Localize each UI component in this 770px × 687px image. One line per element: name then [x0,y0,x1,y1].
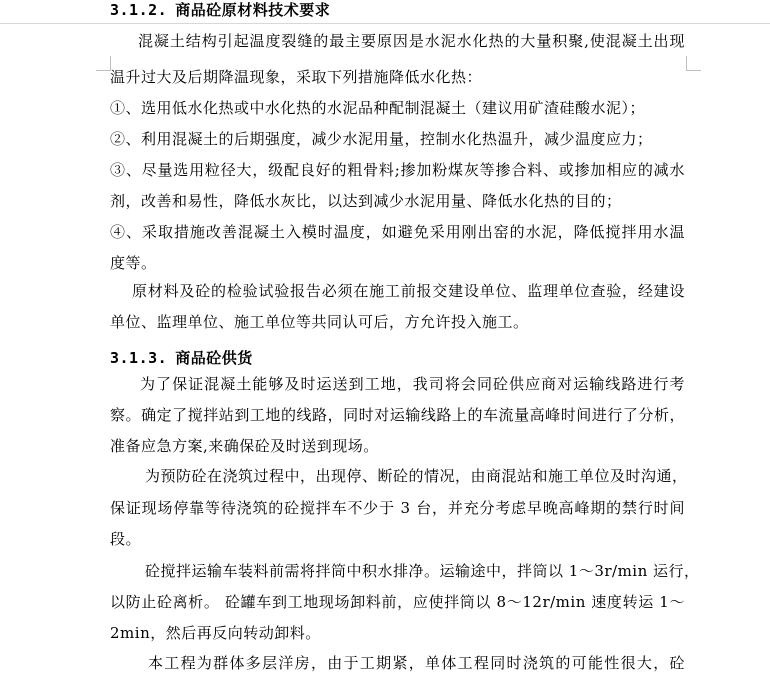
paragraph-line: 2min，然后再反向转动卸料。 [110,624,321,642]
paragraph-line: 混凝土结构引起温度裂缝的最主要原因是水泥水化热的大量积聚,使混凝土出现 [138,32,685,50]
paragraph-line: 以防止砼离析。 砼罐车到工地现场卸料前，应使拌筒以 8～12r/min 速度转运 1～ [110,593,685,611]
section-title: 商品砼原材料技术要求 [175,1,331,19]
paragraph-line: 保证现场停靠等待浇筑的砼搅拌车不少于 3 台，并充分考虑早晚高峰期的禁行时间 [110,499,685,517]
paragraph-line: 察。确定了搅拌站到工地的线路，同时对运输线路上的车流量高峰时间进行了分析， [110,406,685,424]
paragraph-line: 温升过大及后期降温现象，采取下列措施降低水化热： [110,68,483,86]
list-item-3-continued: 剂，改善和易性，降低水灰比，以达到减少水泥用量、降低水化热的目的； [110,192,622,210]
list-item-4-continued: 度等。 [110,254,157,272]
list-item-3: ③、尽量选用粒径大，级配良好的粗骨料;掺加粉煤灰等掺合料、或掺加相应的减水 [110,161,685,179]
paragraph-line: 原材料及砼的检验试验报告必须在施工前报交建设单位、监理单位查验，经建设 [132,282,685,300]
section-number: 3.1.3. [110,349,168,367]
list-item-1: ①、选用低水化热或中水化热的水泥品种配制混凝土（建议用矿渣硅酸水泥）； [110,99,646,117]
list-item-4: ④、采取措施改善混凝土入模时温度，如避免采用刚出窑的水泥，降低搅拌用水温 [110,223,685,241]
right-margin-mark [686,56,701,71]
page-header-rule [0,23,770,24]
section-heading-3-1-3 [110,348,685,368]
paragraph-line: 段。 [110,530,142,548]
paragraph-line: 为预防砼在浇筑过程中，出现停、断砼的情况，由商混站和施工单位及时沟通， [145,467,688,485]
left-margin-mark [96,56,111,71]
section-title: 商品砼供货 [175,349,253,367]
list-item-2: ②、利用混凝土的后期强度，减少水泥用量，控制水化热温升，减少温度应力； [110,130,653,148]
section-number: 3.1.2. [110,1,168,19]
paragraph-line: 本工程为群体多层洋房，由于工期紧，单体工程同时浇筑的可能性很大，砼 [148,654,685,672]
paragraph-line: 砼搅拌运输车装料前需将拌筒中积水排净。运输途中，拌筒以 1～3r/min 运行， [145,562,700,580]
section-heading-3-1-2 [110,0,685,20]
paragraph-line: 单位、监理单位、施工单位等共同认可后，方允许投入施工。 [110,313,529,331]
paragraph-line: 准备应急方案,来确保砼及时送到现场。 [110,437,379,455]
paragraph-line: 为了保证混凝土能够及时运送到工地，我司将会同砼供应商对运输线路进行考 [140,375,685,393]
